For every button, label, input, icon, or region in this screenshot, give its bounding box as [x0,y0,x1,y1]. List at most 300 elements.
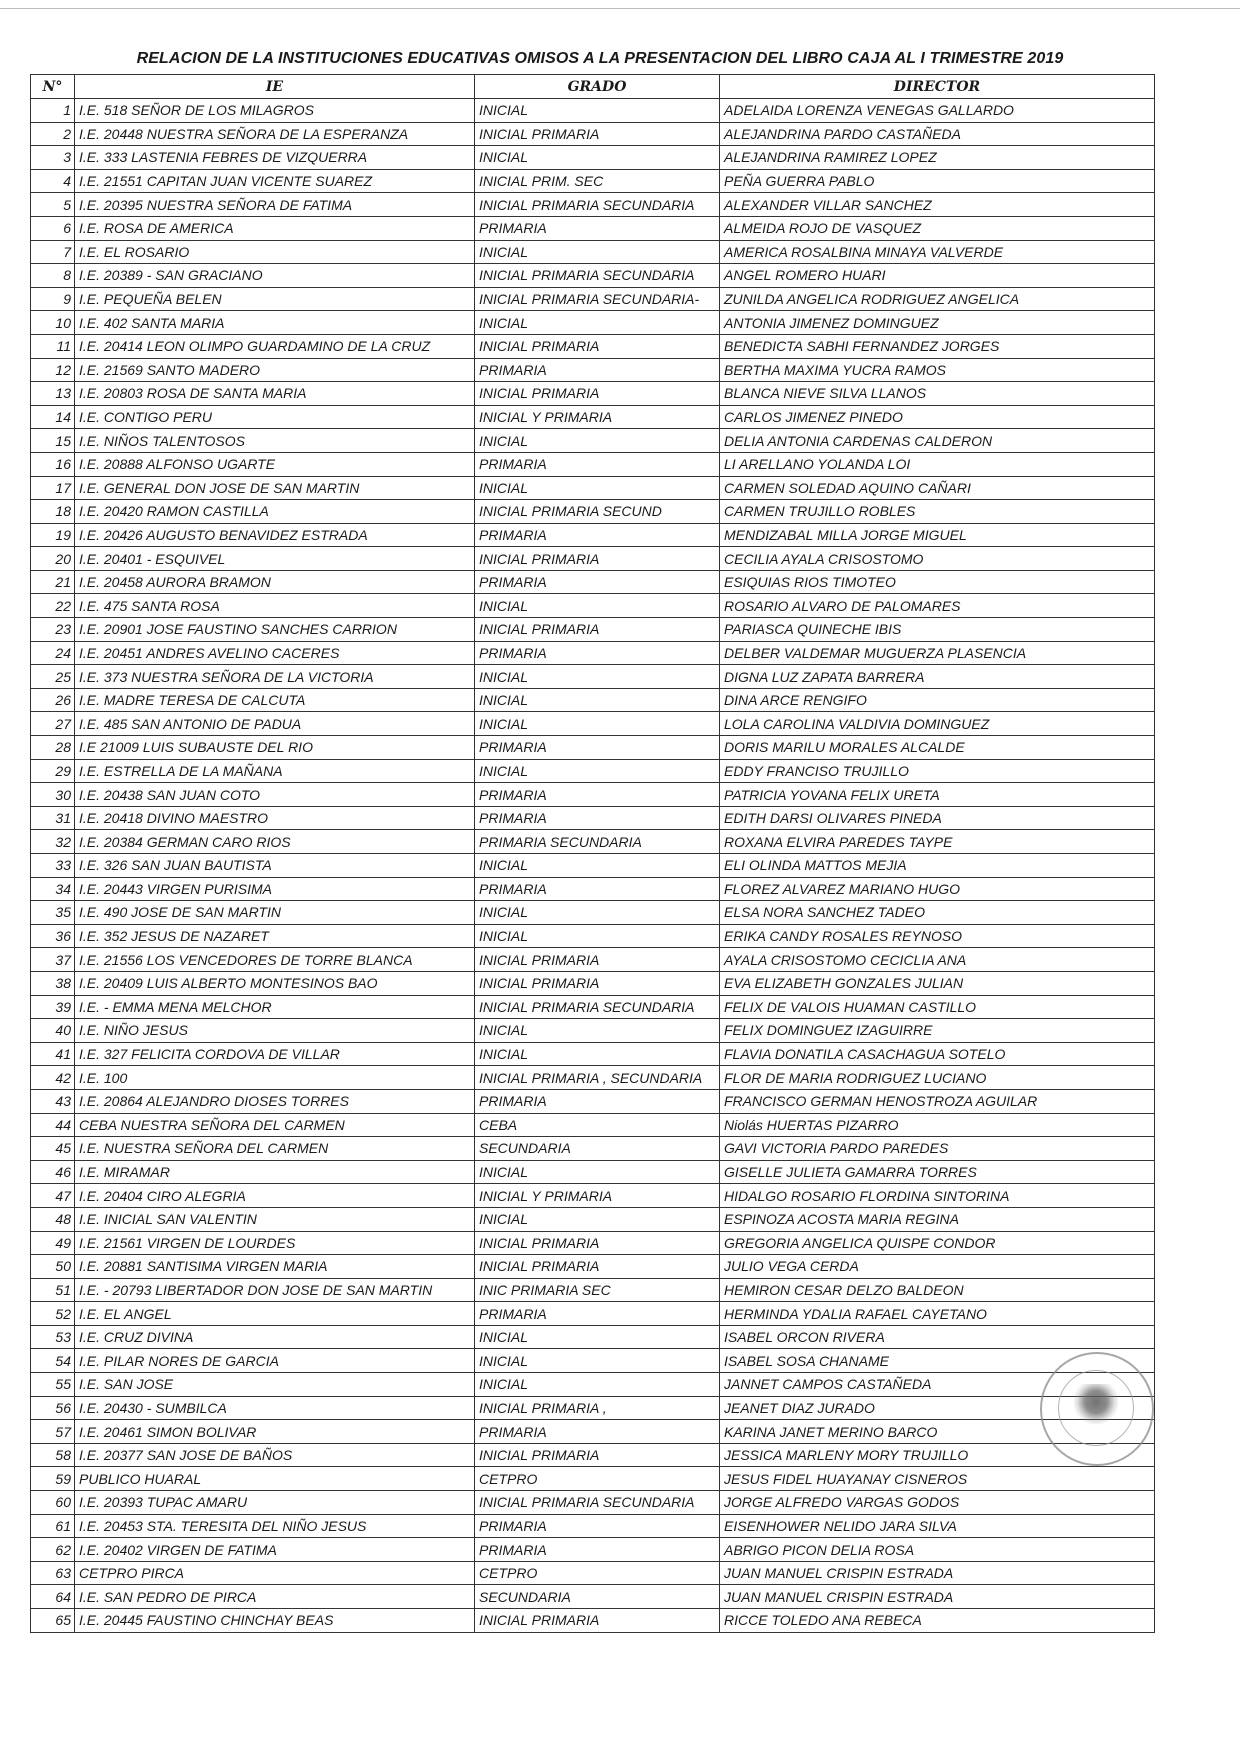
table-body [31,99,1155,1633]
cell-director: ISABEL SOSA CHANAME [720,1349,1155,1373]
table-row [31,240,1155,264]
cell-director: CARMEN TRUJILLO ROBLES [720,500,1155,524]
table-row [31,1538,1155,1562]
table-row [31,452,1155,476]
cell-num: 56 [31,1396,75,1420]
cell-director: LOLA CAROLINA VALDIVIA DOMINGUEZ [720,712,1155,736]
cell-grado: INICIAL PRIMARIA SECUNDARIA- [475,287,720,311]
table-row [31,405,1155,429]
institutions-table [30,74,1155,1633]
cell-ie: I.E. 475 SANTA ROSA [75,594,475,618]
table-row [31,877,1155,901]
cell-grado: INICIAL PRIMARIA [475,382,720,406]
cell-ie: I.E. 402 SANTA MARIA [75,311,475,335]
cell-ie: I.E. 20445 FAUSTINO CHINCHAY BEAS [75,1609,475,1633]
table-row [31,1585,1155,1609]
cell-director: FLOREZ ALVAREZ MARIANO HUGO [720,877,1155,901]
cell-num: 34 [31,877,75,901]
cell-num: 55 [31,1373,75,1397]
cell-director: ANTONIA JIMENEZ DOMINGUEZ [720,311,1155,335]
table-row [31,570,1155,594]
cell-director: AYALA CRISOSTOMO CECICLIA ANA [720,948,1155,972]
table-row [31,806,1155,830]
cell-num: 47 [31,1184,75,1208]
cell-grado: INICIAL [475,665,720,689]
cell-director: FELIX DOMINGUEZ IZAGUIRRE [720,1019,1155,1043]
cell-grado: PRIMARIA [475,523,720,547]
cell-num: 30 [31,783,75,807]
table-row [31,1255,1155,1279]
cell-ie: I.E. MIRAMAR [75,1160,475,1184]
table-row [31,523,1155,547]
cell-grado: INICIAL PRIMARIA [475,948,720,972]
cell-num: 39 [31,995,75,1019]
cell-ie: I.E. 326 SAN JUAN BAUTISTA [75,854,475,878]
table-row [31,1278,1155,1302]
cell-num: 32 [31,830,75,854]
cell-grado: INICIAL PRIMARIA [475,334,720,358]
cell-director: HIDALGO ROSARIO FLORDINA SINTORINA [720,1184,1155,1208]
cell-ie: I.E. ROSA DE AMERICA [75,216,475,240]
table-row [31,1514,1155,1538]
cell-num: 15 [31,429,75,453]
cell-num: 60 [31,1491,75,1515]
table-row [31,287,1155,311]
table-row [31,924,1155,948]
cell-ie: I.E. NIÑOS TALENTOSOS [75,429,475,453]
cell-director: ALEJANDRINA PARDO CASTAÑEDA [720,122,1155,146]
cell-director: CECILIA AYALA CRISOSTOMO [720,547,1155,571]
cell-director: ALEXANDER VILLAR SANCHEZ [720,193,1155,217]
cell-grado: INICIAL [475,99,720,123]
cell-director: GREGORIA ANGELICA QUISPE CONDOR [720,1231,1155,1255]
cell-director: AMERICA ROSALBINA MINAYA VALVERDE [720,240,1155,264]
cell-director: ELSA NORA SANCHEZ TADEO [720,901,1155,925]
table-row [31,995,1155,1019]
cell-ie: I.E. 20881 SANTISIMA VIRGEN MARIA [75,1255,475,1279]
cell-num: 58 [31,1443,75,1467]
cell-grado: PRIMARIA [475,806,720,830]
cell-director: EDDY FRANCISO TRUJILLO [720,759,1155,783]
table-row [31,216,1155,240]
cell-num: 25 [31,665,75,689]
cell-ie: I.E. 518 SEÑOR DE LOS MILAGROS [75,99,475,123]
cell-director: RICCE TOLEDO ANA REBECA [720,1609,1155,1633]
cell-num: 48 [31,1207,75,1231]
cell-grado: PRIMARIA [475,570,720,594]
cell-num: 26 [31,688,75,712]
cell-director: EDITH DARSI OLIVARES PINEDA [720,806,1155,830]
cell-director: JANNET CAMPOS CASTAÑEDA [720,1373,1155,1397]
cell-director: CARMEN SOLEDAD AQUINO CAÑARI [720,476,1155,500]
cell-grado: INICIAL [475,1019,720,1043]
cell-director: GAVI VICTORIA PARDO PAREDES [720,1137,1155,1161]
cell-num: 23 [31,618,75,642]
cell-ie: I.E. 333 LASTENIA FEBRES DE VIZQUERRA [75,146,475,170]
cell-ie: I.E. 21561 VIRGEN DE LOURDES [75,1231,475,1255]
cell-ie: I.E. 21569 SANTO MADERO [75,358,475,382]
cell-director: ELI OLINDA MATTOS MEJIA [720,854,1155,878]
cell-num: 6 [31,216,75,240]
cell-director: GISELLE JULIETA GAMARRA TORRES [720,1160,1155,1184]
cell-grado: INICIAL PRIMARIA SECUNDARIA [475,193,720,217]
cell-grado: INICIAL [475,476,720,500]
cell-num: 49 [31,1231,75,1255]
cell-director: JUAN MANUEL CRISPIN ESTRADA [720,1561,1155,1585]
cell-director: HEMIRON CESAR DELZO BALDEON [720,1278,1155,1302]
table-row [31,358,1155,382]
cell-num: 46 [31,1160,75,1184]
cell-director: BLANCA NIEVE SILVA LLANOS [720,382,1155,406]
table-row [31,665,1155,689]
cell-ie: I.E. PEQUEÑA BELEN [75,287,475,311]
cell-grado: INICIAL PRIMARIA [475,122,720,146]
header-num: N° [31,75,75,99]
cell-ie: I.E. CONTIGO PERU [75,405,475,429]
table-row [31,901,1155,925]
cell-director: ESPINOZA ACOSTA MARIA REGINA [720,1207,1155,1231]
cell-num: 5 [31,193,75,217]
cell-grado: CETPRO [475,1467,720,1491]
cell-num: 11 [31,334,75,358]
table-row [31,1019,1155,1043]
cell-num: 3 [31,146,75,170]
cell-num: 29 [31,759,75,783]
cell-grado: INICIAL [475,1207,720,1231]
cell-director: CARLOS JIMENEZ PINEDO [720,405,1155,429]
cell-grado: INICIAL PRIMARIA SECUND [475,500,720,524]
table-row [31,1184,1155,1208]
cell-director: BERTHA MAXIMA YUCRA RAMOS [720,358,1155,382]
table-row [31,1561,1155,1585]
cell-num: 24 [31,641,75,665]
table-row [31,948,1155,972]
cell-director: JEANET DIAZ JURADO [720,1396,1155,1420]
cell-director: ALEJANDRINA RAMIREZ LOPEZ [720,146,1155,170]
cell-num: 27 [31,712,75,736]
cell-ie: I.E. 373 NUESTRA SEÑORA DE LA VICTORIA [75,665,475,689]
cell-grado: INICIAL [475,1042,720,1066]
cell-ie: I.E. - 20793 LIBERTADOR DON JOSE DE SAN MARTIN [75,1278,475,1302]
cell-num: 19 [31,523,75,547]
cell-num: 21 [31,570,75,594]
cell-director: JUAN MANUEL CRISPIN ESTRADA [720,1585,1155,1609]
cell-grado: INICIAL [475,429,720,453]
cell-director: KARINA JANET MERINO BARCO [720,1420,1155,1444]
cell-director: ALMEIDA ROJO DE VASQUEZ [720,216,1155,240]
cell-director: ANGEL ROMERO HUARI [720,264,1155,288]
table-row [31,1089,1155,1113]
cell-ie: I.E. 20420 RAMON CASTILLA [75,500,475,524]
cell-grado: INICIAL [475,1373,720,1397]
table-row [31,736,1155,760]
cell-ie: I.E. 21551 CAPITAN JUAN VICENTE SUAREZ [75,169,475,193]
cell-num: 14 [31,405,75,429]
cell-ie: I.E. ESTRELLA DE LA MAÑANA [75,759,475,783]
cell-ie: I.E. NIÑO JESUS [75,1019,475,1043]
stamp-emblem-icon [1074,1384,1118,1424]
cell-grado: INICIAL [475,688,720,712]
cell-director: JULIO VEGA CERDA [720,1255,1155,1279]
cell-grado: PRIMARIA [475,783,720,807]
cell-ie: I.E. 20453 STA. TERESITA DEL NIÑO JESUS [75,1514,475,1538]
cell-ie: I.E. 327 FELICITA CORDOVA DE VILLAR [75,1042,475,1066]
cell-ie: PUBLICO HUARAL [75,1467,475,1491]
cell-grado: INICIAL [475,901,720,925]
cell-num: 7 [31,240,75,264]
cell-grado: INICIAL PRIMARIA [475,1609,720,1633]
cell-ie: I.E. 21556 LOS VENCEDORES DE TORRE BLANCA [75,948,475,972]
cell-grado: INICIAL [475,594,720,618]
cell-ie: I.E. 20395 NUESTRA SEÑORA DE FATIMA [75,193,475,217]
table-row [31,169,1155,193]
cell-ie: I.E. 485 SAN ANTONIO DE PADUA [75,712,475,736]
cell-num: 10 [31,311,75,335]
cell-ie: I.E. SAN PEDRO DE PIRCA [75,1585,475,1609]
table-row [31,759,1155,783]
cell-ie: I.E. PILAR NORES DE GARCIA [75,1349,475,1373]
table-row [31,1609,1155,1633]
cell-num: 40 [31,1019,75,1043]
table-row [31,712,1155,736]
cell-num: 64 [31,1585,75,1609]
cell-num: 42 [31,1066,75,1090]
cell-grado: INICIAL PRIMARIA , SECUNDARIA [475,1066,720,1090]
cell-ie: I.E. 20461 SIMON BOLIVAR [75,1420,475,1444]
table-row [31,547,1155,571]
cell-director: HERMINDA YDALIA RAFAEL CAYETANO [720,1302,1155,1326]
cell-num: 61 [31,1514,75,1538]
cell-director: ROSARIO ALVARO DE PALOMARES [720,594,1155,618]
table-row [31,688,1155,712]
cell-grado: INICIAL [475,712,720,736]
cell-grado: INICIAL PRIMARIA SECUNDARIA [475,1491,720,1515]
cell-grado: PRIMARIA [475,1538,720,1562]
cell-num: 43 [31,1089,75,1113]
table-row [31,334,1155,358]
table-row [31,618,1155,642]
cell-grado: INICIAL PRIMARIA SECUNDARIA [475,995,720,1019]
table-row [31,193,1155,217]
cell-num: 45 [31,1137,75,1161]
cell-ie: I.E. 20402 VIRGEN DE FATIMA [75,1538,475,1562]
cell-grado: INICIAL [475,759,720,783]
table-row [31,382,1155,406]
cell-ie: I.E. 20414 LEON OLIMPO GUARDAMINO DE LA CRUZ [75,334,475,358]
cell-director: FELIX DE VALOIS HUAMAN CASTILLO [720,995,1155,1019]
cell-ie: I.E. 20426 AUGUSTO BENAVIDEZ ESTRADA [75,523,475,547]
top-rule [0,8,1240,9]
table-row [31,99,1155,123]
cell-grado: INICIAL [475,146,720,170]
table-row [31,1325,1155,1349]
cell-num: 51 [31,1278,75,1302]
cell-director: JESSICA MARLENY MORY TRUJILLO [720,1443,1155,1467]
cell-ie: I.E. SAN JOSE [75,1373,475,1397]
cell-ie: I.E. 20393 TUPAC AMARU [75,1491,475,1515]
cell-num: 53 [31,1325,75,1349]
cell-ie: I.E. INICIAL SAN VALENTIN [75,1207,475,1231]
cell-grado: INICIAL [475,311,720,335]
cell-num: 9 [31,287,75,311]
cell-ie: I.E. 20864 ALEJANDRO DIOSES TORRES [75,1089,475,1113]
cell-grado: PRIMARIA [475,877,720,901]
cell-director: ROXANA ELVIRA PAREDES TAYPE [720,830,1155,854]
cell-ie: CETPRO PIRCA [75,1561,475,1585]
official-stamp [1040,1352,1154,1466]
cell-grado: PRIMARIA [475,358,720,382]
table-header-row [31,75,1155,99]
cell-num: 16 [31,452,75,476]
cell-num: 35 [31,901,75,925]
cell-num: 38 [31,971,75,995]
table-row [31,783,1155,807]
cell-num: 12 [31,358,75,382]
cell-director: EVA ELIZABETH GONZALES JULIAN [720,971,1155,995]
cell-grado: INICIAL PRIMARIA [475,1443,720,1467]
cell-director: FRANCISCO GERMAN HENOSTROZA AGUILAR [720,1089,1155,1113]
cell-director: ZUNILDA ANGELICA RODRIGUEZ ANGELICA [720,287,1155,311]
cell-num: 1 [31,99,75,123]
cell-ie: I.E. EL ROSARIO [75,240,475,264]
cell-ie: I.E 21009 LUIS SUBAUSTE DEL RIO [75,736,475,760]
table-row [31,1420,1155,1444]
cell-ie: I.E. EL ANGEL [75,1302,475,1326]
cell-ie: I.E. 490 JOSE DE SAN MARTIN [75,901,475,925]
cell-num: 22 [31,594,75,618]
cell-director: DELIA ANTONIA CARDENAS CALDERON [720,429,1155,453]
cell-grado: INICIAL [475,924,720,948]
cell-grado: INICIAL PRIMARIA [475,618,720,642]
cell-ie: I.E. 20901 JOSE FAUSTINO SANCHES CARRION [75,618,475,642]
cell-director: DIGNA LUZ ZAPATA BARRERA [720,665,1155,689]
cell-ie: I.E. NUESTRA SEÑORA DEL CARMEN [75,1137,475,1161]
cell-grado: PRIMARIA [475,736,720,760]
cell-ie: I.E. 20458 AURORA BRAMON [75,570,475,594]
cell-ie: I.E. - EMMA MENA MELCHOR [75,995,475,1019]
cell-grado: INICIAL PRIMARIA , [475,1396,720,1420]
cell-director: JESUS FIDEL HUAYANAY CISNEROS [720,1467,1155,1491]
table-row [31,1137,1155,1161]
cell-ie: I.E. CRUZ DIVINA [75,1325,475,1349]
cell-num: 44 [31,1113,75,1137]
cell-num: 18 [31,500,75,524]
cell-director: JORGE ALFREDO VARGAS GODOS [720,1491,1155,1515]
cell-grado: PRIMARIA SECUNDARIA [475,830,720,854]
cell-num: 8 [31,264,75,288]
table-row [31,311,1155,335]
cell-grado: PRIMARIA [475,1420,720,1444]
cell-ie: I.E. 20377 SAN JOSE DE BAÑOS [75,1443,475,1467]
table-row [31,429,1155,453]
table-row [31,1491,1155,1515]
cell-num: 54 [31,1349,75,1373]
cell-ie: I.E. MADRE TERESA DE CALCUTA [75,688,475,712]
cell-ie: I.E. 100 [75,1066,475,1090]
cell-num: 65 [31,1609,75,1633]
cell-num: 63 [31,1561,75,1585]
document-title: RELACION DE LA INSTITUCIONES EDUCATIVAS OMISOS A LA PRESENTACION DEL LIBRO CAJA AL I TRIMESTRE 2019 [136,50,1064,67]
cell-grado: PRIMARIA [475,216,720,240]
cell-ie: I.E. GENERAL DON JOSE DE SAN MARTIN [75,476,475,500]
cell-num: 33 [31,854,75,878]
cell-director: ABRIGO PICON DELIA ROSA [720,1538,1155,1562]
cell-num: 20 [31,547,75,571]
cell-grado: CEBA [475,1113,720,1137]
cell-grado: SECUNDARIA [475,1585,720,1609]
cell-director: FLOR DE MARIA RODRIGUEZ LUCIANO [720,1066,1155,1090]
cell-director: ISABEL ORCON RIVERA [720,1325,1155,1349]
table-row [31,641,1155,665]
cell-num: 4 [31,169,75,193]
table-row [31,594,1155,618]
cell-director: DELBER VALDEMAR MUGUERZA PLASENCIA [720,641,1155,665]
table-row [31,854,1155,878]
cell-ie: I.E. 20448 NUESTRA SEÑORA DE LA ESPERANZA [75,122,475,146]
cell-num: 28 [31,736,75,760]
table-row [31,500,1155,524]
cell-ie: I.E. 352 JESUS DE NAZARET [75,924,475,948]
cell-num: 52 [31,1302,75,1326]
table-row [31,1160,1155,1184]
cell-grado: INICIAL [475,240,720,264]
cell-director: ERIKA CANDY ROSALES REYNOSO [720,924,1155,948]
cell-num: 59 [31,1467,75,1491]
table-row [31,1443,1155,1467]
cell-grado: INICIAL Y PRIMARIA [475,405,720,429]
cell-grado: INICIAL PRIM. SEC [475,169,720,193]
cell-grado: INICIAL PRIMARIA [475,1231,720,1255]
table-row [31,264,1155,288]
cell-grado: INICIAL [475,1325,720,1349]
cell-ie: CEBA NUESTRA SEÑORA DEL CARMEN [75,1113,475,1137]
cell-ie: I.E. 20438 SAN JUAN COTO [75,783,475,807]
cell-num: 50 [31,1255,75,1279]
table-row [31,1373,1155,1397]
cell-director: EISENHOWER NELIDO JARA SILVA [720,1514,1155,1538]
cell-num: 62 [31,1538,75,1562]
cell-grado: INICIAL [475,1349,720,1373]
cell-director: DINA ARCE RENGIFO [720,688,1155,712]
cell-num: 41 [31,1042,75,1066]
cell-grado: INICIAL PRIMARIA [475,547,720,571]
cell-grado: SECUNDARIA [475,1137,720,1161]
cell-grado: PRIMARIA [475,1089,720,1113]
table-row [31,1066,1155,1090]
cell-director: PARIASCA QUINECHE IBIS [720,618,1155,642]
table-row [31,1113,1155,1137]
table-row [31,1231,1155,1255]
cell-num: 31 [31,806,75,830]
table-row [31,476,1155,500]
cell-num: 2 [31,122,75,146]
cell-ie: I.E. 20409 LUIS ALBERTO MONTESINOS BAO [75,971,475,995]
table-row [31,1467,1155,1491]
cell-director: FLAVIA DONATILA CASACHAGUA SOTELO [720,1042,1155,1066]
table-row [31,122,1155,146]
header-ie: IE [75,75,475,99]
cell-num: 36 [31,924,75,948]
cell-director: ESIQUIAS RIOS TIMOTEO [720,570,1155,594]
cell-grado: INICIAL [475,1160,720,1184]
cell-num: 17 [31,476,75,500]
table-row [31,971,1155,995]
cell-ie: I.E. 20803 ROSA DE SANTA MARIA [75,382,475,406]
cell-director: PATRICIA YOVANA FELIX URETA [720,783,1155,807]
cell-grado: INICIAL PRIMARIA [475,1255,720,1279]
cell-grado: INICIAL PRIMARIA [475,971,720,995]
cell-director: DORIS MARILU MORALES ALCALDE [720,736,1155,760]
